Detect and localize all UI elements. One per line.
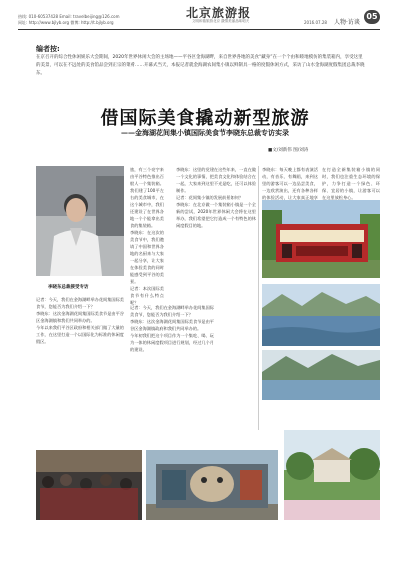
editor-note-text: 在京召开的综合性休闲娱乐大会期间，2020年世界休闲大会的主场地——平谷区金海湖畔，来自世界各地的美食“藏身”在一个个由和睦地模仿的集装箱内，享受这里的美景，可以在不远处的美食馆品尝到正宗的菜肴……开幕式当天，本报记者就金海湖农间集小镇以鲜制具一格的度假休闲方式，采访了山水金海湖度假集团总裁李晓东。 [36,55,365,76]
section-label: 人物·访谈 [334,19,360,26]
article-column-3: 旅，有三个亮字来由平谷特色推出百般人一个集装箱。我们建了100平左右的美食城市，在这个城市中，我们还建设了在世界各地一个个能拿出美食的集装箱。 李晓东：在这次的美食节中，我们邀请了中国和世界各地的名厨来与大家一起分享，让大家在体验美食的同时能感受到平谷的美景。 记者：本次国际美食节有什么特点呢？ [130,167,164,305]
article-byline: ■文/刘新伟 图/刘涛 [268,148,309,153]
portrait-photo [36,166,124,276]
portrait-caption: 李晓东总裁接受专访 [48,285,89,290]
header-rule [18,29,380,30]
masthead: 北京旅游报 [186,6,252,20]
lake-photo [262,284,380,346]
masthead-slogan: 文明和谐旅游北京 激情美丽品味明天 [192,19,250,23]
painted-container-photo [146,450,278,520]
article-column-6: 在打造全新集装箱小镇的同时，我们也注重生态环境的保护，力争打造一个绿色、环保、宜居的小镇，让游客可以在这里放松身心。 [322,167,380,200]
article-column-2: 记者：今天，我们在金海湖畔举办花间集国际美食节，您能否为我们介绍一下？ 李晓东：这次金海湖花间集国际美食节是由平谷区金海湖镇政府和我们共同举办的。 今年初我们把这个项目作为一个集吃、喝、玩为一体的休闲度假项目进行规划，经过几个月的建设。 [130,305,214,352]
editor-note-title: 编者按: [36,45,60,53]
column-divider [258,166,259,430]
container-restaurant-photo [262,200,380,278]
crowd-photo [36,450,142,520]
article-column-4: 李晓东：这里的党建在这些年来，一直在做一个文化的事情，把美食文化和体验结合在一起，大家来到这里不光是吃，还可以体验制作。 记者：花间集小镇的发展前景如何？ 李晓东：在北京做一个集装箱小镇是一个全新的尝试，2020年世界休闲大会将在这里举办，我们希望把它打造成一个有特色的休闲度假目的地。 [176,167,256,228]
article-subhead: ——金海湖花间集小镇国际美食节李晓东总裁专访实录 [121,128,289,137]
issue-date: 2016.07.28 [304,20,327,25]
article-column-1: 记者：今天，我们在金海湖畔举办花间集国际美食节，您能否为我们介绍一下？ 李晓东：这次金海湖花间集国际美食节是由平谷区金海湖镇和我们共同举办的。 今年以来我们平谷区政府和相关部门做了大量的工作，在这里打造一个以国际化为标准的休闲度假区。 [36,297,124,344]
contact-info-line1: 热线: 010-60537428 Email: travelbeijing@126.com [18,14,120,19]
page-header [18,4,380,28]
page-number: 05 [364,10,380,24]
contact-info-line2: 网址: http://www.bjlyb.org 微博: http://t.bjlyb.org [18,20,114,25]
article-headline: 借国际美食撬动新型旅游 [100,108,310,129]
garden-photo [284,430,380,520]
article-column-5: 李晓东：每天晚上都有表演活动，有音乐、有舞蹈，来到这里的游客可以一边品尝美食，一边欣赏演出，还有各种各样的体验活动，让大家真正地享 [262,167,318,200]
mountain-lake-photo [262,350,380,400]
